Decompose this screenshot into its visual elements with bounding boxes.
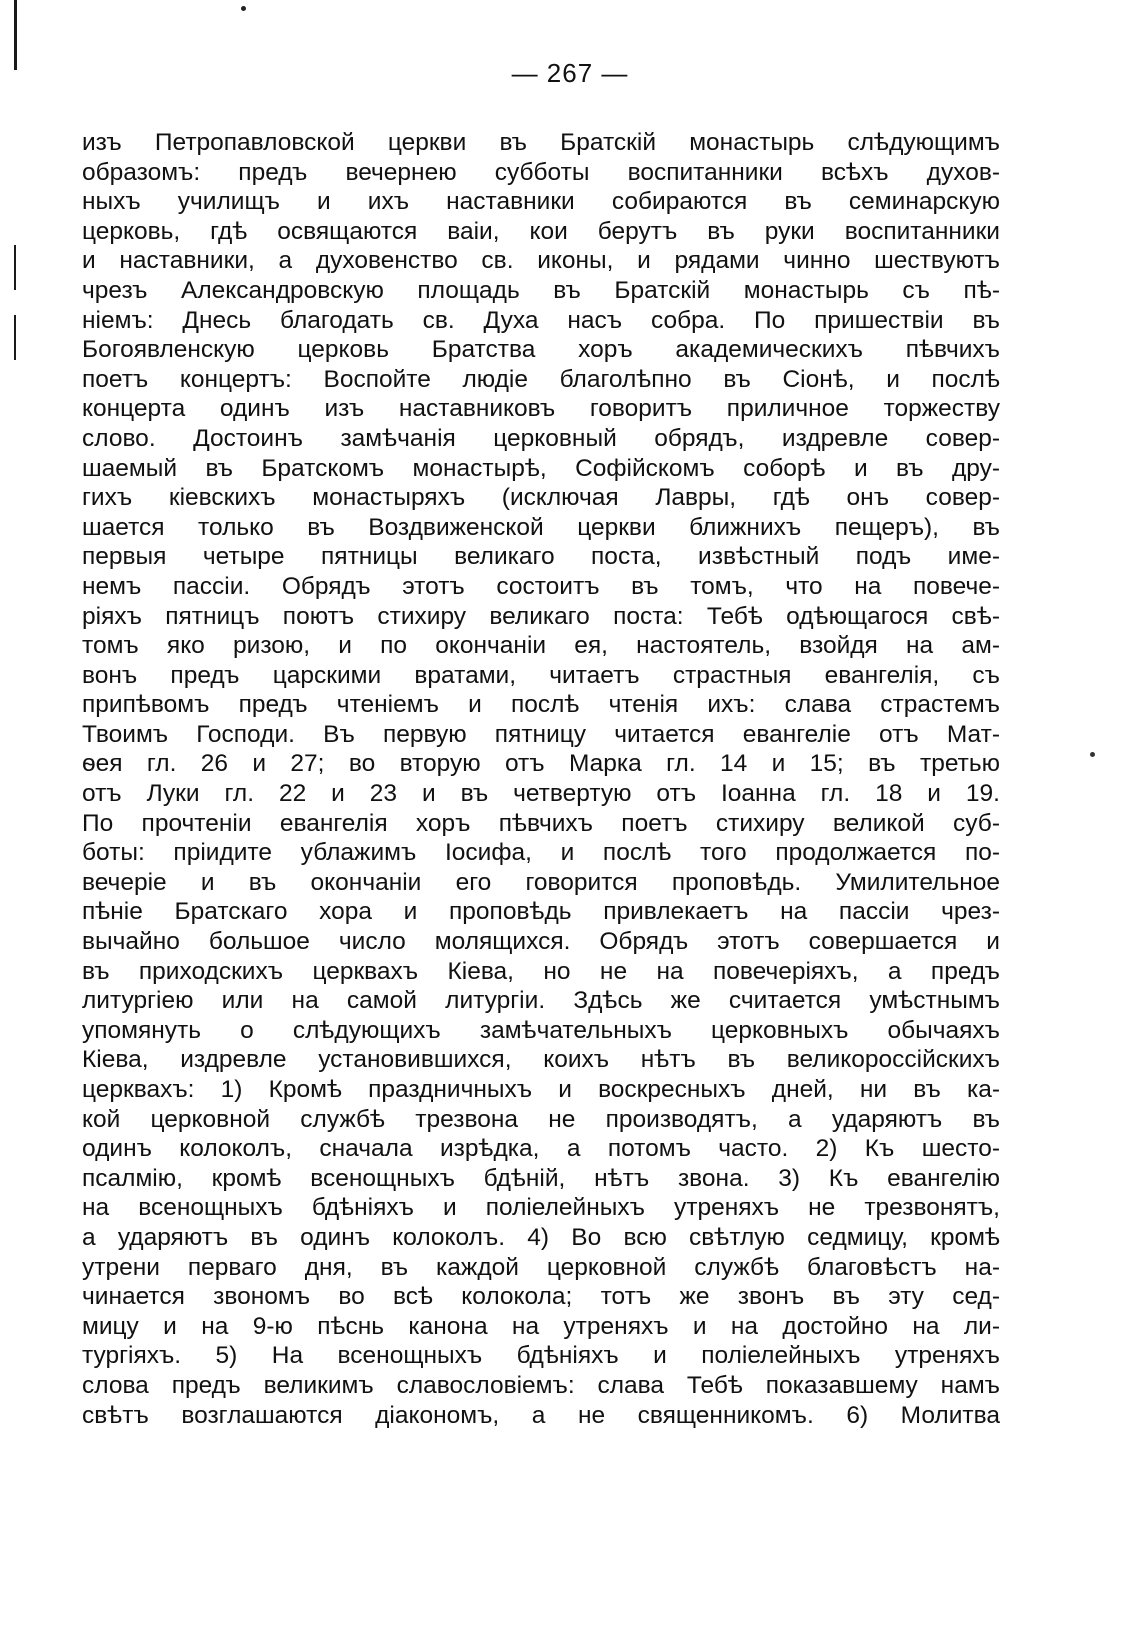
text-line: слово. Достоинъ замѣчанія церковный обрядъ, издревле совер- <box>82 424 1000 452</box>
text-line: и наставники, а духовенство св. иконы, и рядами чинно шествуютъ <box>82 247 1000 275</box>
text-line: первыя четыре пятницы великаго поста, извѣстный подъ име- <box>82 543 1000 571</box>
text-line: тургіяхъ. 5) На всенощныхъ бдѣніяхъ и поліелейныхъ утреняхъ <box>82 1342 1000 1370</box>
text-line: чрезъ Александровскую площадь въ Братскій монастырь съ пѣ- <box>82 276 1000 304</box>
text-line: кой церковной службѣ трезвона не производятъ, а ударяютъ въ <box>82 1105 1000 1133</box>
text-line: на всенощныхъ бдѣніяхъ и поліелейныхъ утреняхъ не трезвонятъ, <box>82 1194 1000 1222</box>
text-line: свѣтъ возглашаются діакономъ, а не священникомъ. 6) Молитва <box>82 1401 1000 1429</box>
text-line: утрени перваго дня, въ каждой церковной службѣ благовѣстъ на- <box>82 1253 1000 1281</box>
text-line: боты: пріидите ублажимъ Іосифа, и послѣ того продолжается по- <box>82 839 1000 867</box>
text-line: псалмію, кромѣ всенощныхъ бдѣній, нѣтъ звона. 3) Къ евангелію <box>82 1164 1000 1192</box>
scan-speck <box>1090 752 1095 757</box>
text-line: поетъ концертъ: Воспойте людіе благолѣпно въ Сіонѣ, и послѣ <box>82 365 1000 393</box>
scan-edge-mark <box>14 245 16 290</box>
text-line: томъ яко ризою, и по окончаніи ея, настоятель, взойдя на ам- <box>82 632 1000 660</box>
text-line: церквахъ: 1) Кромѣ праздничныхъ и воскресныхъ дней, ни въ ка- <box>82 1076 1000 1103</box>
text-line: ніемъ: Днесь благодать св. Духа насъ собра. По пришествіи въ <box>82 306 1000 334</box>
text-line: изъ Петропавловской церкви въ Братскій монастырь слѣдующимъ <box>82 129 1000 156</box>
text-line: гихъ кіевскихъ монастыряхъ (исключая Лавры, гдѣ онъ совер- <box>82 484 1000 512</box>
text-line: церковь, гдѣ освящаются ваіи, кои берутъ въ руки воспитанники <box>82 217 1000 245</box>
text-line: вечеріе и въ окончаніи его говорится проповѣдь. Умилительное <box>82 868 1000 896</box>
text-line: въ приходскихъ церквахъ Кіева, но не на повечеріяхъ, а предъ <box>82 957 1000 985</box>
text-line: чинается звономъ во всѣ колокола; тотъ же звонъ въ эту сед- <box>82 1283 1000 1311</box>
text-line: ѳея гл. 26 и 27; во вторую отъ Марка гл. 14 и 15; въ третью <box>82 750 1000 778</box>
text-line: вонъ предъ царскими вратами, читаетъ страстныя евангелія, съ <box>82 661 1000 689</box>
text-line: пѣніе Братскаго хора и проповѣдь привлекаетъ на пассіи чрез- <box>82 898 1000 926</box>
text-line: Кіева, издревле установившихся, коихъ нѣтъ въ великороссійскихъ <box>82 1046 1000 1074</box>
text-line: немъ пассіи. Обрядъ этотъ состоитъ въ томъ, что на повече- <box>82 572 1000 600</box>
text-line: вычайно большое число молящихся. Обрядъ этотъ совершается и <box>82 928 1000 956</box>
text-line: припѣвомъ предъ чтеніемъ и послѣ чтенія ихъ: слава страстемъ <box>82 691 1000 719</box>
scan-speck <box>241 6 246 11</box>
text-line: одинъ колоколъ, сначала изрѣдка, а потомъ часто. 2) Къ шесто- <box>82 1135 1000 1163</box>
scan-edge-mark <box>14 315 16 360</box>
text-line: Богоявленскую церковь Братства хоръ академическихъ пѣвчихъ <box>82 336 1000 364</box>
text-line: ріяхъ пятницъ поютъ стихиру великаго поста: Тебѣ одѣющагося свѣ- <box>82 602 1000 630</box>
text-line: образомъ: предъ вечернею субботы воспитанники всѣхъ духов- <box>82 158 1000 186</box>
text-line: мицу и на 9-ю пѣснь канона на утреняхъ и на достойно на ли- <box>82 1312 1000 1340</box>
text-line: шается только въ Воздвиженской церкви ближнихъ пещеръ), въ <box>82 513 1000 541</box>
text-line: слова предъ великимъ славословіемъ: слава Тебѣ показавшему намъ <box>82 1371 1000 1399</box>
text-line: упомянуть о слѣдующихъ замѣчательныхъ церковныхъ обычаяхъ <box>82 1016 1000 1044</box>
body-text <box>82 128 1000 1430</box>
text-line: ныхъ училищъ и ихъ наставники собираются въ семинарскую <box>82 188 1000 216</box>
text-line: отъ Луки гл. 22 и 23 и въ четвертую отъ Іоанна гл. 18 и 19. <box>82 780 1000 808</box>
text-line: шаемый въ Братскомъ монастырѣ, Софійскомъ соборѣ и въ дру- <box>82 454 1000 482</box>
text-line: литургіею или на самой литургіи. Здѣсь же считается умѣстнымъ <box>82 987 1000 1015</box>
page-number: — 267 — <box>511 58 629 88</box>
text-line: Твоимъ Господи. Въ первую пятницу читается евангеліе отъ Мат- <box>82 720 1000 748</box>
text-line: По прочтеніи евангелія хоръ пѣвчихъ поетъ стихиру великой суб- <box>82 809 1000 837</box>
text-line: а ударяютъ въ одинъ колоколъ. 4) Во всю свѣтлую седмицу, кромѣ <box>82 1223 1000 1251</box>
text-line: концерта одинъ изъ наставниковъ говоритъ приличное торжеству <box>82 395 1000 423</box>
